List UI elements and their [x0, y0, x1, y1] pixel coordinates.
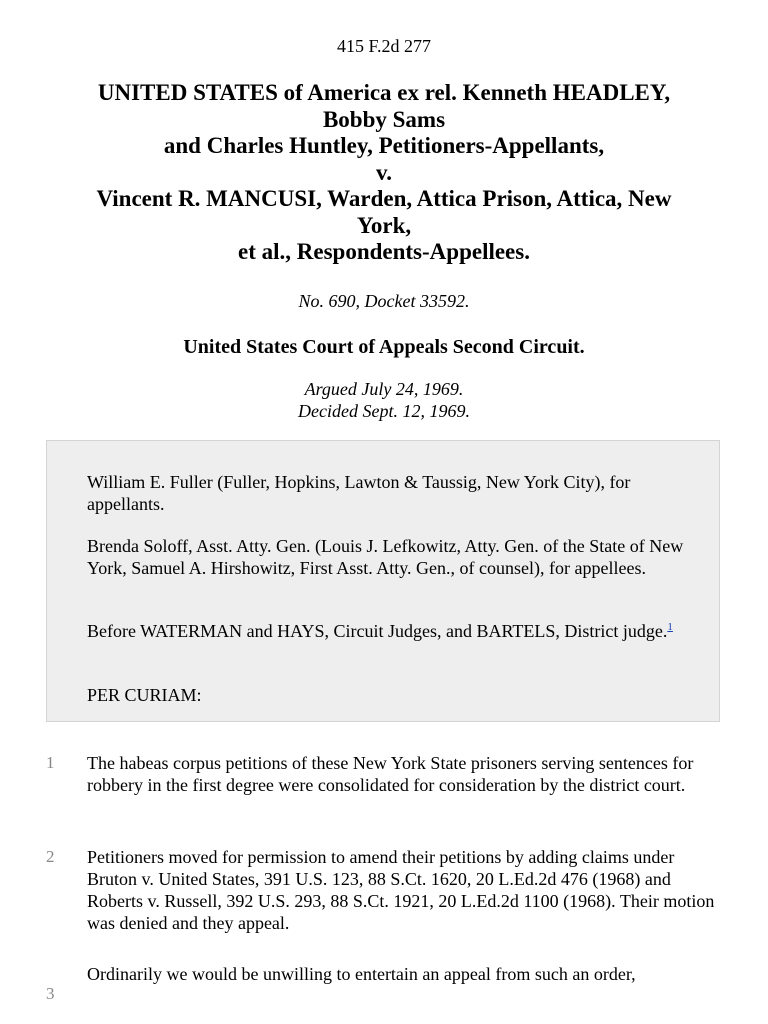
paragraph-number: 2: [46, 847, 55, 866]
title-line: and Charles Huntley, Petitioners-Appellants,: [163, 133, 605, 158]
title-line: Bobby Sams: [322, 106, 446, 132]
paragraph-number: 3: [46, 984, 55, 1003]
paragraph-text: The habeas corpus petitions of these New York State prisoners serving sentences for robbery in the first degree were consolidated for consideration by the district court.: [87, 753, 694, 795]
bench-text: Before WATERMAN and HAYS, Circuit Judges, and BARTELS, District judge.: [87, 621, 668, 641]
argued-date: Argued July 24, 1969.: [304, 379, 464, 399]
decided-date: Decided Sept. 12, 1969.: [298, 401, 470, 421]
paragraph-number: 1: [46, 753, 55, 772]
citation: 415 F.2d 277: [336, 36, 432, 56]
title-line: Vincent R. MANCUSI, Warden, Attica Prison, Attica, New: [96, 186, 672, 211]
title-line: et al., Respondents-Appellees.: [238, 239, 530, 264]
footnote-link[interactable]: 1: [667, 621, 673, 633]
paragraph-text: Ordinarily we would be unwilling to entertain an appeal from such an order,: [87, 964, 636, 984]
bench: [87, 620, 687, 642]
title-line: UNITED STATES of America ex rel. Kenneth HEADLEY,: [97, 80, 671, 105]
counsel-box: [46, 440, 720, 722]
title-line: v.: [376, 159, 392, 185]
case-title: [40, 80, 728, 266]
per-curiam: PER CURIAM:: [87, 685, 202, 705]
court-name: United States Court of Appeals Second Circuit.: [183, 336, 585, 358]
case-dates: [0, 378, 768, 422]
docket-number: No. 690, Docket 33592.: [298, 291, 470, 311]
counsel-appellees: Brenda Soloff, Asst. Atty. Gen. (Louis J. Lefkowitz, Atty. Gen. of the State of New York, Samuel A. Hirshowitz, First Asst. Atty. Gen., of counsel), for appellees.: [87, 536, 684, 578]
paragraph-text: Petitioners moved for permission to amend their petitions by adding claims under Bruton v. United States, 391 U.S. 123, 88 S.Ct. 1620, 20 L.Ed.2d 476 (1968) and Roberts v. Russell, 392 U.S. 293, 88 S.Ct. 1921, 20 L.Ed.2d 1100 (1968). Their motion was denied and they appeal.: [87, 847, 715, 933]
title-line: York,: [356, 212, 412, 238]
counsel-appellants: William E. Fuller (Fuller, Hopkins, Lawton & Taussig, New York City), for appellants.: [87, 472, 631, 514]
